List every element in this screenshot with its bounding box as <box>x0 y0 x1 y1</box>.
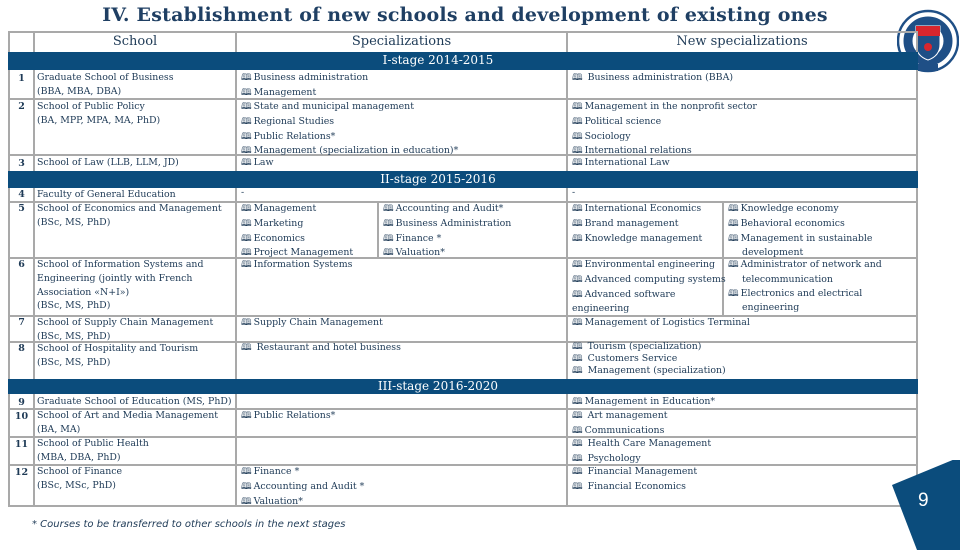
list-item: 🕮 Communications <box>572 424 668 439</box>
list-item: Graduate School of Business <box>37 72 174 83</box>
new-specializations-list <box>572 395 715 410</box>
list-item: 🕮 Financial Management <box>572 465 697 480</box>
list-item: School of Economics and Management <box>37 203 222 214</box>
book-icon: 🕮 <box>572 116 583 127</box>
book-icon: 🕮 <box>572 218 583 229</box>
stage-bar-2 <box>8 171 918 188</box>
header-school: School <box>112 34 158 49</box>
list-item: 🕮 Customers Service <box>572 353 678 364</box>
list-item: School of Public Health <box>37 438 149 449</box>
list-item: Association «N+I») <box>37 286 130 298</box>
book-icon: 🕮 <box>572 204 583 214</box>
book-icon: 🕮 <box>241 131 252 142</box>
list-item: 🕮 Management <box>241 86 368 101</box>
list-item: 🕮 Management (specialization in education)* <box>241 144 458 159</box>
school-name <box>37 188 176 202</box>
list-item: 🕮 Knowledge economy <box>728 202 872 217</box>
list-item: 🕮 Advanced software <box>572 288 726 303</box>
specializations-list <box>241 341 401 356</box>
row-number: 10 <box>14 411 29 422</box>
book-icon: 🕮 <box>241 233 252 244</box>
book-icon: 🕮 <box>572 73 583 83</box>
book-icon: 🕮 <box>383 233 394 244</box>
row-number: 7 <box>18 317 25 328</box>
book-icon: 🕮 <box>241 102 252 112</box>
book-icon: 🕮 <box>572 354 583 364</box>
row-number: 4 <box>18 189 25 200</box>
list-item: 🕮 Art management <box>572 409 668 424</box>
book-icon: 🕮 <box>241 248 252 259</box>
list-item: 🕮 Restaurant and hotel business <box>241 341 401 356</box>
book-icon: 🕮 <box>572 274 583 285</box>
slide-title: IV. Establishment of new schools and development of existing ones <box>102 4 828 26</box>
list-item: 🕮 Project Management <box>241 246 353 261</box>
list-item: 🕮 International Economics <box>572 202 702 217</box>
list-item: (BA, MPP, MPA, MA, PhD) <box>37 114 161 126</box>
list-item: 🕮 Management of Logistics Terminal <box>572 316 750 331</box>
list-item: 🕮 Finance * <box>241 465 364 480</box>
list-item: 🕮 Psychology <box>572 452 711 467</box>
new-specializations-list <box>572 341 726 377</box>
list-item: 🕮 Knowledge management <box>572 232 702 247</box>
list-item: 🕮 Accounting and Audit * <box>241 480 364 495</box>
list-item: (BSc, MS, PhD) <box>37 300 111 312</box>
book-icon: 🕮 <box>728 260 739 270</box>
list-item: 🕮 Administrator of network and <box>728 258 882 273</box>
school-name <box>37 342 198 370</box>
list-item: Graduate School of Education (MS, PhD) <box>37 396 232 407</box>
stage-bar-3 <box>8 379 918 394</box>
list-item: 🕮 Tourism (specialization) <box>572 341 702 352</box>
specializations-list <box>241 156 273 171</box>
list-item: 🕮 Law <box>241 156 273 171</box>
list-item: 🕮 Financial Economics <box>572 480 697 495</box>
list-item: 🕮 Advanced computing systems <box>572 273 726 288</box>
book-icon: 🕮 <box>241 343 252 353</box>
book-icon: 🕮 <box>241 467 252 477</box>
school-name <box>37 437 149 465</box>
book-icon: 🕮 <box>241 318 252 328</box>
list-item: 🕮 Health Care Management <box>572 437 711 452</box>
list-item: 🕮 Public Relations* <box>241 409 335 424</box>
specializations-list <box>241 258 352 273</box>
page-number: 9 <box>918 490 929 511</box>
list-item: 🕮 State and municipal management <box>241 100 458 115</box>
book-icon: 🕮 <box>572 146 583 157</box>
list-item: School of Art and Media Management <box>37 410 219 421</box>
book-icon: 🕮 <box>572 158 583 168</box>
book-icon: 🕮 <box>572 397 583 407</box>
new-specializations-list-left <box>572 202 702 246</box>
list-item: (BSc, MS, PhD) <box>37 216 111 228</box>
list-item: engineering <box>572 303 630 315</box>
list-item: School of Public Policy <box>37 101 145 112</box>
list-item: 🕮 Management <box>241 202 353 217</box>
list-item: School of Supply Chain Management <box>37 317 214 328</box>
list-item: 🕮 Behavioral economics <box>728 217 872 232</box>
book-icon: 🕮 <box>241 481 252 492</box>
book-icon: 🕮 <box>241 116 252 127</box>
footnote: * Courses to be transferred to other schools in the next stages <box>32 519 346 530</box>
list-item: 🕮 Supply Chain Management <box>241 316 383 331</box>
book-icon: 🕮 <box>572 467 583 477</box>
stage-label-3: III-stage 2016-2020 <box>377 379 499 393</box>
spec-split-divider <box>377 201 379 257</box>
list-item: (BBA, MBA, DBA) <box>37 85 122 97</box>
list-item: (MBA, DBA, PhD) <box>37 451 121 463</box>
school-name <box>37 258 203 313</box>
list-item: School of Information Systems and <box>37 259 204 270</box>
new-specializations-list-right <box>728 258 882 315</box>
list-item: 🕮 Electronics and electrical <box>728 287 882 302</box>
school-name <box>37 465 122 493</box>
row-number: 11 <box>14 439 29 450</box>
school-name <box>37 202 222 230</box>
book-icon: 🕮 <box>241 496 252 507</box>
specializations-list-right <box>383 202 511 261</box>
book-icon: 🕮 <box>572 425 583 436</box>
book-icon: 🕮 <box>572 481 583 492</box>
schools-table <box>8 31 918 507</box>
new-specializations-dash: - <box>572 187 576 198</box>
list-item: 🕮 International Law <box>572 156 670 171</box>
book-icon: 🕮 <box>572 289 583 300</box>
row-number: 8 <box>18 343 25 354</box>
list-item: engineering <box>742 302 800 314</box>
specializations-list-left <box>241 202 353 261</box>
list-item: 🕮 Economics <box>241 232 353 247</box>
school-name <box>37 409 218 437</box>
school-name <box>37 100 160 128</box>
list-item: 🕮 Business Administration <box>383 217 511 232</box>
book-icon: 🕮 <box>728 204 739 214</box>
list-item: (BA, MA) <box>37 423 81 435</box>
book-icon: 🕮 <box>572 366 583 376</box>
book-icon: 🕮 <box>241 73 252 83</box>
book-icon: 🕮 <box>241 146 252 157</box>
list-item: 🕮 Finance * <box>383 232 511 247</box>
book-icon: 🕮 <box>728 233 739 244</box>
stage-label-1: I-stage 2014-2015 <box>382 53 494 67</box>
book-icon: 🕮 <box>572 131 583 142</box>
book-icon: 🕮 <box>728 288 739 299</box>
list-item: (BSc, MSc, PhD) <box>37 479 116 491</box>
school-name <box>37 316 213 344</box>
new-specializations-list <box>572 465 697 495</box>
book-icon: 🕮 <box>572 342 583 352</box>
table-border-top <box>8 31 918 33</box>
list-item: (BSc, MS, PhD) <box>37 356 111 368</box>
new-specializations-list <box>572 71 733 86</box>
header-new-specializations: New specializations <box>676 34 808 49</box>
new-specializations-list <box>572 316 750 331</box>
book-icon: 🕮 <box>383 248 394 259</box>
book-icon: 🕮 <box>241 218 252 229</box>
book-icon: 🕮 <box>572 102 583 112</box>
row-number: 5 <box>18 203 25 214</box>
list-item: 🕮 International relations <box>572 144 757 159</box>
list-item: 🕮 Public Relations* <box>241 130 458 145</box>
list-item: 🕮 Management in sustainable <box>728 232 872 247</box>
list-item: School of Finance <box>37 466 123 477</box>
book-icon: 🕮 <box>572 453 583 464</box>
list-item: 🕮 Information Systems <box>241 258 352 273</box>
school-name <box>37 71 174 99</box>
stage-bar-1 <box>8 52 918 70</box>
school-name <box>37 156 179 170</box>
new-specializations-list <box>572 156 670 171</box>
specializations-list <box>241 71 368 101</box>
list-item: 🕮 Regional Studies <box>241 115 458 130</box>
list-item: (BSc, MS, PhD) <box>37 330 111 342</box>
specializations-list <box>241 100 458 159</box>
new-specializations-list <box>572 437 711 467</box>
new-specializations-list <box>572 409 668 439</box>
book-icon: 🕮 <box>241 87 252 98</box>
book-icon: 🕮 <box>383 218 394 229</box>
book-icon: 🕮 <box>728 218 739 229</box>
list-item: telecommunication <box>742 273 833 285</box>
list-item: 🕮 Management in the nonprofit sector <box>572 100 757 115</box>
book-icon: 🕮 <box>241 204 252 214</box>
list-item: 🕮 Valuation* <box>383 246 511 261</box>
specializations-dash: - <box>241 187 245 198</box>
list-item: 🕮 Political science <box>572 115 757 130</box>
row-number: 6 <box>18 259 25 270</box>
book-icon: 🕮 <box>241 411 252 421</box>
list-item: 🕮 Marketing <box>241 217 353 232</box>
list-item: 🕮 Environmental engineering <box>572 258 726 273</box>
list-item: 🕮 Brand management <box>572 217 702 232</box>
book-icon: 🕮 <box>241 260 252 270</box>
list-item: 🕮 Management (specialization) <box>572 365 726 376</box>
list-item: 🕮 Valuation* <box>241 495 364 510</box>
list-item: 🕮 Management in Education* <box>572 395 715 410</box>
list-item: 🕮 Accounting and Audit* <box>383 202 511 217</box>
book-icon: 🕮 <box>572 260 583 270</box>
specializations-list <box>241 316 383 331</box>
book-icon: 🕮 <box>572 439 583 449</box>
row-number: 12 <box>14 467 29 478</box>
specializations-list <box>241 465 364 509</box>
list-item: development <box>742 247 804 259</box>
book-icon: 🕮 <box>572 411 583 421</box>
list-item: School of Law (LLB, LLM, JD) <box>37 157 179 168</box>
new-specializations-list-right <box>728 202 872 260</box>
list-item: 🕮 Business administration <box>241 71 368 86</box>
book-icon: 🕮 <box>241 158 252 168</box>
book-icon: 🕮 <box>383 204 394 214</box>
new-specializations-list-left <box>572 258 726 316</box>
book-icon: 🕮 <box>572 233 583 244</box>
list-item: Engineering (jointly with French <box>37 272 193 284</box>
stage-label-2: II-stage 2015-2016 <box>380 172 496 186</box>
list-item: 🕮 Business administration (BBA) <box>572 71 733 86</box>
table-border-bottom <box>8 505 918 507</box>
school-name <box>37 395 232 409</box>
list-item: 🕮 Sociology <box>572 130 757 145</box>
list-item: Faculty of General Education <box>37 189 176 200</box>
row-number: 2 <box>18 101 25 112</box>
header-specializations: Specializations <box>351 34 452 49</box>
book-icon: 🕮 <box>572 318 583 328</box>
specializations-list <box>241 409 335 424</box>
row-number: 1 <box>18 73 25 84</box>
new-specializations-list <box>572 100 757 159</box>
list-item: School of Hospitality and Tourism <box>37 343 199 354</box>
row-number: 9 <box>18 397 25 408</box>
row-number: 3 <box>18 158 25 169</box>
